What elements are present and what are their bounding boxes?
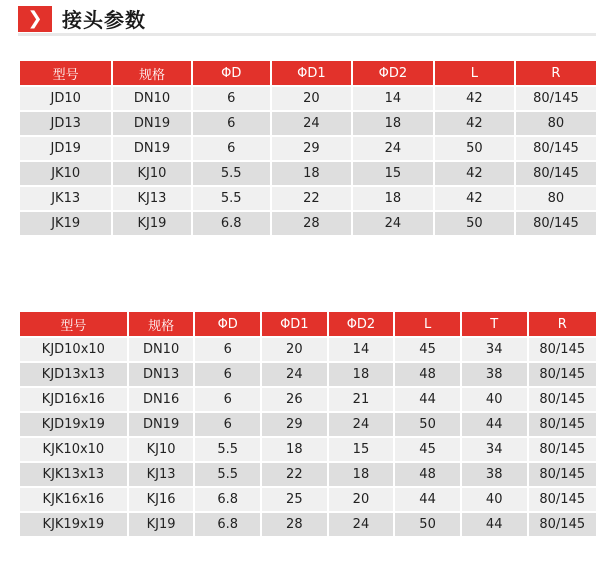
table-cell: 40 bbox=[462, 388, 527, 411]
column-header: R bbox=[516, 61, 596, 85]
column-header: ΦD1 bbox=[272, 61, 351, 85]
table-cell: 20 bbox=[329, 488, 394, 511]
column-header: ΦD2 bbox=[329, 312, 394, 336]
table-cell: 18 bbox=[262, 438, 327, 461]
table-row bbox=[20, 212, 596, 235]
table-cell: KJD19x19 bbox=[20, 413, 127, 436]
table-row bbox=[20, 162, 596, 185]
table-cell: KJD10x10 bbox=[20, 338, 127, 361]
connector-params-table-2 bbox=[18, 310, 598, 538]
table-cell: 80/145 bbox=[529, 513, 596, 536]
table-cell: 34 bbox=[462, 338, 527, 361]
table-cell: 80 bbox=[516, 187, 596, 210]
table-cell: 5.5 bbox=[195, 438, 260, 461]
table-header-row bbox=[20, 61, 596, 85]
table-cell: 80/145 bbox=[529, 413, 596, 436]
table-cell: JK10 bbox=[20, 162, 111, 185]
table-cell: 80/145 bbox=[516, 162, 596, 185]
table-cell: 6 bbox=[195, 413, 260, 436]
table-cell: DN10 bbox=[113, 87, 190, 110]
table-cell: 48 bbox=[395, 363, 460, 386]
table-row bbox=[20, 137, 596, 160]
table-cell: 5.5 bbox=[193, 187, 270, 210]
column-header: T bbox=[462, 312, 527, 336]
table-cell: 29 bbox=[272, 137, 351, 160]
table-cell: 6 bbox=[193, 87, 270, 110]
table-cell: 18 bbox=[353, 112, 433, 135]
table-cell: KJD16x16 bbox=[20, 388, 127, 411]
table-cell: 80/145 bbox=[516, 87, 596, 110]
table-cell: 24 bbox=[353, 137, 433, 160]
column-header: L bbox=[435, 61, 514, 85]
table-cell: KJ10 bbox=[129, 438, 194, 461]
table-cell: 44 bbox=[462, 413, 527, 436]
table-cell: KJK10x10 bbox=[20, 438, 127, 461]
table-row bbox=[20, 488, 596, 511]
column-header: ΦD1 bbox=[262, 312, 327, 336]
table-cell: 50 bbox=[435, 212, 514, 235]
table-cell: 26 bbox=[262, 388, 327, 411]
table-cell: 80/145 bbox=[529, 388, 596, 411]
table-cell: 44 bbox=[395, 388, 460, 411]
header-divider bbox=[18, 33, 596, 36]
table-cell: 6.8 bbox=[195, 488, 260, 511]
table-cell: 6 bbox=[193, 137, 270, 160]
column-header: ΦD bbox=[193, 61, 270, 85]
table-cell: KJ13 bbox=[129, 463, 194, 486]
table-cell: KJD13x13 bbox=[20, 363, 127, 386]
table-header-row bbox=[20, 312, 596, 336]
table-cell: 6 bbox=[195, 363, 260, 386]
table-cell: KJK16x16 bbox=[20, 488, 127, 511]
table-cell: JK13 bbox=[20, 187, 111, 210]
table-row bbox=[20, 513, 596, 536]
table-cell: 24 bbox=[353, 212, 433, 235]
table-cell: 42 bbox=[435, 187, 514, 210]
table-row bbox=[20, 112, 596, 135]
table-cell: 50 bbox=[435, 137, 514, 160]
column-header: ΦD bbox=[195, 312, 260, 336]
table-row bbox=[20, 187, 596, 210]
table-cell: 22 bbox=[262, 463, 327, 486]
table-row bbox=[20, 388, 596, 411]
table-cell: 24 bbox=[329, 513, 394, 536]
connector-params-table-1 bbox=[18, 59, 598, 237]
table-cell: DN19 bbox=[113, 137, 190, 160]
table-row bbox=[20, 338, 596, 361]
table-cell: JK19 bbox=[20, 212, 111, 235]
table-cell: 18 bbox=[329, 463, 394, 486]
table-cell: 44 bbox=[395, 488, 460, 511]
table-cell: 18 bbox=[353, 187, 433, 210]
chevron-right-icon: ❯ bbox=[18, 6, 52, 32]
table-cell: DN10 bbox=[129, 338, 194, 361]
table-cell: KJ19 bbox=[129, 513, 194, 536]
table-cell: 80/145 bbox=[529, 488, 596, 511]
table-cell: 28 bbox=[262, 513, 327, 536]
table-cell: 44 bbox=[462, 513, 527, 536]
table-cell: 24 bbox=[329, 413, 394, 436]
column-header: ΦD2 bbox=[353, 61, 433, 85]
table-cell: 80/145 bbox=[529, 338, 596, 361]
column-header: 规格 bbox=[129, 312, 194, 336]
table-cell: 18 bbox=[329, 363, 394, 386]
table-cell: 6 bbox=[195, 338, 260, 361]
table-cell: KJK19x19 bbox=[20, 513, 127, 536]
table-cell: 15 bbox=[329, 438, 394, 461]
table-cell: 42 bbox=[435, 87, 514, 110]
column-header: 规格 bbox=[113, 61, 190, 85]
table-cell: 42 bbox=[435, 112, 514, 135]
table-cell: KJK13x13 bbox=[20, 463, 127, 486]
table-cell: 14 bbox=[329, 338, 394, 361]
table-cell: 20 bbox=[272, 87, 351, 110]
table-cell: 14 bbox=[353, 87, 433, 110]
table-cell: 45 bbox=[395, 438, 460, 461]
table-cell: JD10 bbox=[20, 87, 111, 110]
table-cell: 45 bbox=[395, 338, 460, 361]
table-cell: 48 bbox=[395, 463, 460, 486]
table-cell: 80/145 bbox=[529, 463, 596, 486]
table-cell: KJ19 bbox=[113, 212, 190, 235]
table-cell: 6.8 bbox=[195, 513, 260, 536]
table-cell: 40 bbox=[462, 488, 527, 511]
table-cell: 5.5 bbox=[195, 463, 260, 486]
table-row bbox=[20, 363, 596, 386]
table-cell: 34 bbox=[462, 438, 527, 461]
table-cell: 38 bbox=[462, 363, 527, 386]
table-cell: 25 bbox=[262, 488, 327, 511]
table-row bbox=[20, 463, 596, 486]
section-title: 接头参数 bbox=[62, 8, 146, 32]
table-cell: 6 bbox=[193, 112, 270, 135]
table-cell: 6 bbox=[195, 388, 260, 411]
table-cell: 21 bbox=[329, 388, 394, 411]
table-cell: 29 bbox=[262, 413, 327, 436]
column-header: L bbox=[395, 312, 460, 336]
table-cell: 28 bbox=[272, 212, 351, 235]
table-cell: JD19 bbox=[20, 137, 111, 160]
table-cell: DN19 bbox=[113, 112, 190, 135]
table-cell: DN13 bbox=[129, 363, 194, 386]
table-cell: 80/145 bbox=[529, 363, 596, 386]
table-row bbox=[20, 438, 596, 461]
table-cell: 38 bbox=[462, 463, 527, 486]
table-row bbox=[20, 87, 596, 110]
table-cell: 80/145 bbox=[516, 137, 596, 160]
table-cell: 50 bbox=[395, 513, 460, 536]
table-cell: 24 bbox=[272, 112, 351, 135]
section-header bbox=[18, 4, 146, 33]
table-cell: DN16 bbox=[129, 388, 194, 411]
table-cell: KJ16 bbox=[129, 488, 194, 511]
table-cell: KJ13 bbox=[113, 187, 190, 210]
table-cell: 22 bbox=[272, 187, 351, 210]
table-cell: 24 bbox=[262, 363, 327, 386]
column-header: 型号 bbox=[20, 312, 127, 336]
table-cell: JD13 bbox=[20, 112, 111, 135]
table-cell: 80/145 bbox=[529, 438, 596, 461]
column-header: R bbox=[529, 312, 596, 336]
column-header: 型号 bbox=[20, 61, 111, 85]
table-cell: DN19 bbox=[129, 413, 194, 436]
table-cell: 5.5 bbox=[193, 162, 270, 185]
table-cell: 80/145 bbox=[516, 212, 596, 235]
table-cell: 50 bbox=[395, 413, 460, 436]
table-cell: 80 bbox=[516, 112, 596, 135]
table-cell: 15 bbox=[353, 162, 433, 185]
table-cell: 20 bbox=[262, 338, 327, 361]
table-row bbox=[20, 413, 596, 436]
table-cell: 6.8 bbox=[193, 212, 270, 235]
table-cell: KJ10 bbox=[113, 162, 190, 185]
table-cell: 18 bbox=[272, 162, 351, 185]
table-cell: 42 bbox=[435, 162, 514, 185]
